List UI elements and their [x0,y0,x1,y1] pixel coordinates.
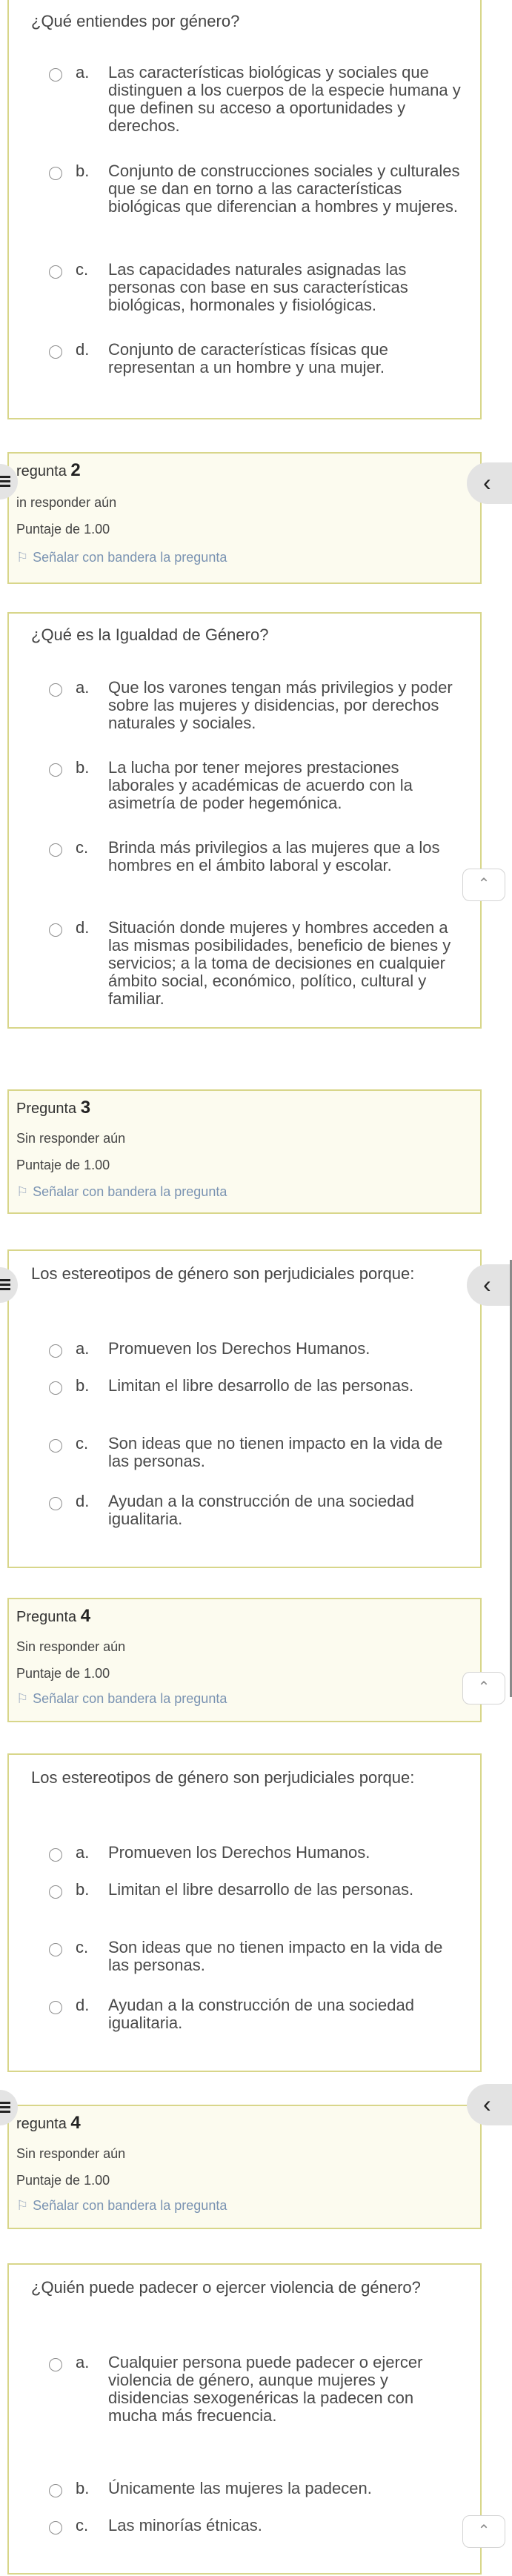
option-letter: c. [76,1434,89,1453]
radio-button[interactable] [49,68,62,82]
option-letter: a. [76,1339,90,1358]
question-score: Puntaje de 1.00 [16,522,110,537]
option-letter: d. [76,1996,90,2014]
question-1-box [7,0,482,419]
question-score: Puntaje de 1.00 [16,2173,110,2188]
option-2b[interactable] [31,759,462,818]
option-text: Brinda más privilegios a las mujeres que a los hombres en el ámbito laboral y escolar. [108,838,440,874]
radio-button[interactable] [49,1848,62,1862]
question-2-text: ¿Qué es la Igualdad de Género? [31,625,269,644]
question-3-text: Los estereotipos de género son perjudiciales porque: [31,1264,415,1283]
option-text: Las capacidades naturales asignadas las personas con base en sus características biológicas, hormonales y fisiológicas. [108,260,408,314]
radio-button[interactable] [49,1344,62,1358]
question-status: Sin responder aún [16,2146,126,2161]
option-text: Conjunto de características físicas que representan a un hombre y una mujer. [108,340,388,376]
radio-button[interactable] [49,923,62,937]
question-4-box [7,1753,482,2072]
radio-button[interactable] [49,1943,62,1956]
scroll-to-top-button[interactable] [462,2515,505,2548]
chevron-up-icon: ⌃ [477,1679,491,1696]
option-letter: d. [76,918,90,937]
option-4d[interactable] [31,1996,462,2056]
option-text: Únicamente las mujeres la padecen. [108,2479,372,2497]
option-text: Son ideas que no tienen impacto en la vida de las personas. [108,1434,443,1470]
option-1c[interactable] [31,261,462,320]
option-letter: c. [76,260,89,279]
hamburger-menu-icon [0,1284,10,1286]
option-text: Ayudan a la construcción de una sociedad igualitaria. [108,1996,414,2032]
option-text: Promueven los Derechos Humanos. [108,1339,370,1358]
option-letter: b. [76,162,90,180]
flag-icon: ⚐ [16,2198,29,2213]
question-status: Sin responder aún [16,1639,126,1654]
radio-button[interactable] [49,1885,62,1899]
radio-button[interactable] [49,683,62,697]
radio-button[interactable] [49,2001,62,2014]
option-letter: b. [76,2479,90,2497]
flag-icon: ⚐ [16,550,29,565]
flag-icon: ⚐ [16,1691,29,1706]
radio-button[interactable] [49,763,62,777]
option-letter: a. [76,1843,90,1862]
radio-button[interactable] [49,2484,62,2497]
option-4c[interactable] [31,1939,462,1998]
option-letter: c. [76,838,89,857]
flag-label: Señalar con bandera la pregunta [33,1184,227,1199]
question-2-info [7,452,482,584]
flag-question-link[interactable] [16,1184,227,1200]
hamburger-menu-icon [0,485,10,487]
option-letter: a. [76,63,90,82]
option-text: Son ideas que no tienen impacto en la vida de las personas. [108,1938,443,1974]
option-1a[interactable] [31,63,462,135]
option-text: Las minorías étnicas. [108,2516,262,2534]
question-3-box [7,1249,482,1568]
hamburger-menu-icon [0,480,10,482]
option-3d[interactable] [31,1493,462,1552]
back-button[interactable] [467,2084,512,2125]
question-5-box [7,2263,482,2575]
chevron-left-icon: ‹ [483,469,491,496]
scroll-to-top-button[interactable] [462,1672,505,1704]
radio-button[interactable] [49,1381,62,1395]
option-2c[interactable] [31,839,462,898]
option-text: Situación donde mujeres y hombres acceden a las mismas posibilidades, beneficio de bienes y servicios; a la toma de decisiones en cualquier ámbito social, económico, político, cultural y familiar. [108,918,451,1008]
option-text: La lucha por tener mejores prestaciones laborales y académicas de acuerdo con la asimetría de poder hegemónica. [108,758,413,812]
hamburger-menu-icon [0,2111,10,2113]
option-text: Que los varones tengan más privilegios y poder sobre las mujeres y disidencias, por derechos naturales y sociales. [108,678,453,732]
radio-button[interactable] [49,1497,62,1510]
flag-question-link[interactable] [16,550,227,565]
option-text: Promueven los Derechos Humanos. [108,1843,370,1862]
question-5-info [7,2105,482,2229]
hamburger-menu-icon [0,1288,10,1290]
radio-button[interactable] [49,843,62,857]
option-text: Conjunto de construcciones sociales y culturales que se dan en torno a las características biológicas que diferencian a hombres y mujeres. [108,162,460,216]
question-score: Puntaje de 1.00 [16,1158,110,1172]
question-1-text: ¿Qué entiendes por género? [31,12,240,30]
option-letter: d. [76,340,90,359]
option-3c[interactable] [31,1435,462,1494]
option-text: Limitan el libre desarrollo de las personas. [108,1376,414,1395]
radio-button[interactable] [49,1439,62,1453]
option-letter: c. [76,2516,89,2534]
option-letter: a. [76,678,90,697]
option-letter: a. [76,2353,90,2371]
option-letter: c. [76,1938,89,1956]
option-5a[interactable] [31,2353,462,2425]
question-4-text: Los estereotipos de género son perjudiciales porque: [31,1768,415,1787]
chevron-up-icon: ⌃ [477,876,491,892]
question-title: regunta 2 [16,460,81,480]
option-letter: b. [76,1376,90,1395]
option-letter: b. [76,1880,90,1899]
option-2a[interactable] [31,679,462,738]
question-status: in responder aún [16,495,117,510]
hamburger-menu-icon [0,2106,10,2108]
option-letter: b. [76,758,90,777]
chevron-up-icon: ⌃ [477,2523,491,2539]
question-status: Sin responder aún [16,1131,126,1146]
back-button[interactable] [467,1264,512,1306]
question-5-text: ¿Quién puede padecer o ejercer violencia de género? [31,2278,421,2297]
question-score: Puntaje de 1.00 [16,1666,110,1681]
question-title: regunta 4 [16,2113,81,2133]
option-3b[interactable] [31,1377,462,1436]
question-title: Pregunta 3 [16,1098,91,1118]
option-text: Cualquier persona puede padecer o ejercer violencia de género, aunque mujeres y disidencias sexogenéricas la padecen con mucha más frecuencia. [108,2353,423,2425]
flag-label: Señalar con bandera la pregunta [33,2198,227,2213]
hamburger-menu-icon [0,476,10,478]
scroll-to-top-button[interactable] [462,869,505,901]
option-4b[interactable] [31,1881,462,1940]
option-letter: d. [76,1492,90,1510]
back-button[interactable] [467,462,512,504]
radio-button[interactable] [49,345,62,359]
flag-question-link[interactable] [16,2198,227,2214]
question-title: Pregunta 4 [16,1606,91,1626]
hamburger-menu-icon [0,1279,10,1281]
flag-label: Señalar con bandera la pregunta [33,1691,227,1706]
radio-button[interactable] [49,2358,62,2371]
flag-question-link[interactable] [16,1691,227,1707]
option-1b[interactable] [31,162,462,222]
flag-label: Señalar con bandera la pregunta [33,550,227,565]
chevron-left-icon: ‹ [483,2091,491,2117]
option-2d[interactable] [31,918,462,1008]
radio-button[interactable] [49,167,62,180]
option-5c[interactable] [31,2517,462,2576]
option-1d[interactable] [31,341,462,400]
option-text: Ayudan a la construcción de una sociedad igualitaria. [108,1492,414,1528]
hamburger-menu-icon [0,2102,10,2104]
radio-button[interactable] [49,265,62,279]
option-text: Las características biológicas y sociales que distinguen a los cuerpos de la especie humana y que definen su acceso a oportunidades y derechos. [108,63,461,135]
radio-button[interactable] [49,2521,62,2534]
option-text: Limitan el libre desarrollo de las personas. [108,1880,414,1899]
chevron-left-icon: ‹ [483,1271,491,1298]
question-3-info [7,1089,482,1214]
question-2-box [7,612,482,1029]
question-4-info [7,1598,482,1722]
flag-icon: ⚐ [16,1184,29,1199]
